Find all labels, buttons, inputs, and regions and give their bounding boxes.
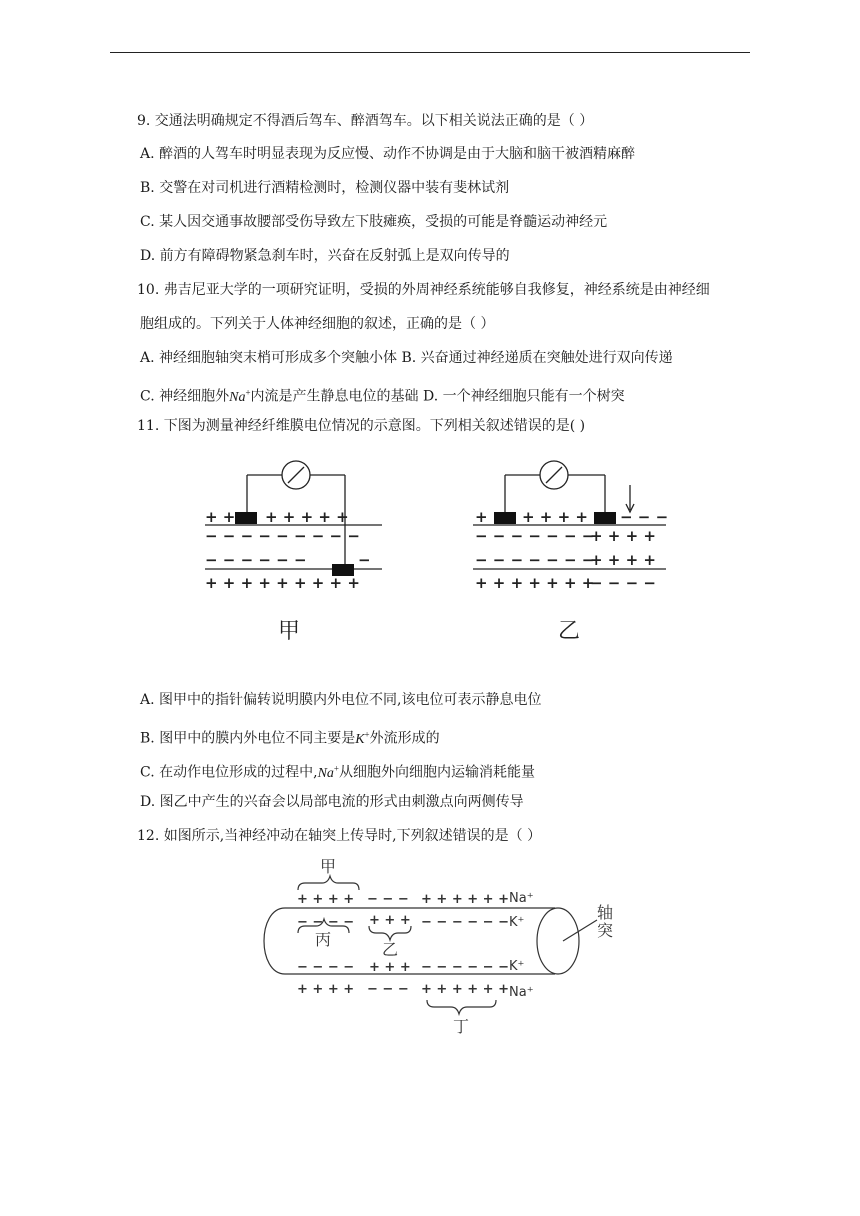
header-rule [110, 52, 750, 53]
svg-text:− − − − − − −: − − − − − − − [475, 527, 595, 545]
svg-text:− − −: − − − [620, 508, 669, 526]
svg-text:+ +: + + [205, 508, 236, 526]
svg-text:− − − − − −: − − − − − − [421, 960, 509, 975]
brace-yi [369, 926, 411, 940]
q10-option-d-text: 内流是产生静息电位的基础 D. 一个神经细胞只能有一个树突 [250, 388, 625, 405]
ion-label-k-top: K⁺ [509, 915, 525, 930]
svg-text:− − − − − − −: − − − − − − − [475, 551, 595, 569]
q9-option-b: B. 交警在对司机进行酒精检测时，检测仪器中装有斐林试剂 [140, 180, 510, 196]
svg-text:− − −: − − − [367, 892, 409, 907]
label-axon-line2: 突 [597, 921, 614, 940]
q11-k-ion: K+ [355, 729, 370, 747]
svg-text:+ + + + + + + + +: + + + + + + + + + [205, 574, 360, 592]
q11-option-c: C. 在动作电位形成的过程中,Na+从细胞外向细胞内运输消耗能量 [140, 763, 535, 781]
q11-option-b: B. 图甲中的膜内外电位不同主要是K+外流形成的 [140, 729, 440, 747]
q11-option-a: A. 图甲中的指针偏转说明膜内外电位不同,该电位可表示静息电位 [140, 692, 542, 708]
label-jia: 甲 [278, 619, 301, 644]
svg-text:− − − −: − − − − [297, 960, 355, 975]
ion-label-na-bottom: Na⁺ [509, 985, 534, 1000]
label-axon [597, 903, 618, 940]
svg-text:−: − [358, 551, 371, 569]
svg-text:+: + [475, 508, 488, 526]
q10-stem-line2: 胞组成的。下列关于人体神经细胞的叙述，正确的是（ ） [140, 316, 495, 332]
svg-text:+ + +: + + + [369, 913, 411, 928]
ion-label-na-top: Na⁺ [509, 891, 534, 906]
svg-text:− − − − − −: − − − − − − [205, 551, 307, 569]
svg-text:+ + + + + +: + + + + + + [421, 982, 509, 997]
brace-jia [298, 876, 359, 890]
svg-text:+ + + +: + + + + [590, 527, 656, 545]
q10-option-cd [140, 382, 625, 408]
q9-option-d: D. 前方有障碍物紧急刹车时，兴奋在反射弧上是双向传导的 [140, 248, 510, 264]
label-yi: 乙 [382, 940, 399, 959]
q10-stem-line1: 10. 弗吉尼亚大学的一项研究证明，受损的外周神经系统能够自我修复，神经系统是由神经细 [137, 282, 710, 298]
q12-stem: 12. 如图所示,当神经冲动在轴突上传导时,下列叙述错误的是（ ） [137, 828, 542, 844]
svg-text:− − − −: − − − − [297, 915, 355, 930]
svg-text:+ + + +: + + + + [522, 508, 588, 526]
q10-option-ab: A. 神经细胞轴突末梢可形成多个突触小体 B. 兴奋通过神经递质在突触处进行双向传递 [140, 350, 673, 366]
ion-label-k-bottom: K⁺ [509, 959, 525, 974]
svg-text:− − − − − −: − − − − − − [421, 915, 509, 930]
svg-text:+ + + +: + + + + [297, 982, 355, 997]
axon-cross-section [537, 908, 579, 974]
q12-axon-figure [245, 850, 645, 1040]
label-jia: 甲 [320, 857, 337, 876]
q11-option-d: D. 图乙中产生的兴奋会以局部电流的形式由刺激点向两侧传导 [140, 794, 524, 810]
membrane-diagram-jia [205, 461, 382, 592]
electrode [594, 512, 616, 524]
electrode [235, 512, 257, 524]
q9-option-c: C. 某人因交通事故腰部受伤导致左下肢瘫痪，受损的可能是脊髓运动神经元 [140, 214, 608, 230]
q10-na-ion: Na+ [229, 387, 251, 405]
membrane-diagram-yi [473, 461, 668, 592]
svg-text:+ + + + + + +: + + + + + + + [475, 574, 595, 592]
label-ding: 丁 [453, 1017, 470, 1036]
q9-stem: 9. 交通法明确规定不得酒后驾车、醉酒驾车。以下相关说法正确的是（ ） [137, 113, 594, 129]
q10-option-c-text: C. 神经细胞外 [140, 388, 230, 405]
q11-figure [190, 430, 680, 650]
svg-text:+ + + + + +: + + + + + + [421, 892, 509, 907]
svg-text:+ + +: + + + [369, 960, 411, 975]
label-bing: 丙 [315, 930, 332, 949]
svg-text:− − − −: − − − − [590, 574, 656, 592]
label-yi: 乙 [558, 619, 581, 644]
q9-option-a: A. 醉酒的人驾车时明显表现为反应慢、动作不协调是由于大脑和脑干被酒精麻醉 [140, 146, 636, 162]
q11-stem: 11. 下图为测量神经纤维膜电位情况的示意图。下列相关叙述错误的是( ) [137, 418, 586, 434]
electrode [494, 512, 516, 524]
q11-na-ion: Na+ [317, 763, 339, 781]
svg-text:− − −: − − − [367, 982, 409, 997]
brace-ding [427, 1000, 496, 1014]
svg-text:+ + + +: + + + + [297, 892, 355, 907]
svg-text:+ + + + +: + + + + + [265, 508, 349, 526]
svg-text:− − − − − − − − −: − − − − − − − − − [205, 527, 360, 545]
svg-text:+ + + +: + + + + [590, 551, 656, 569]
label-axon-line1: 轴 [597, 903, 614, 922]
